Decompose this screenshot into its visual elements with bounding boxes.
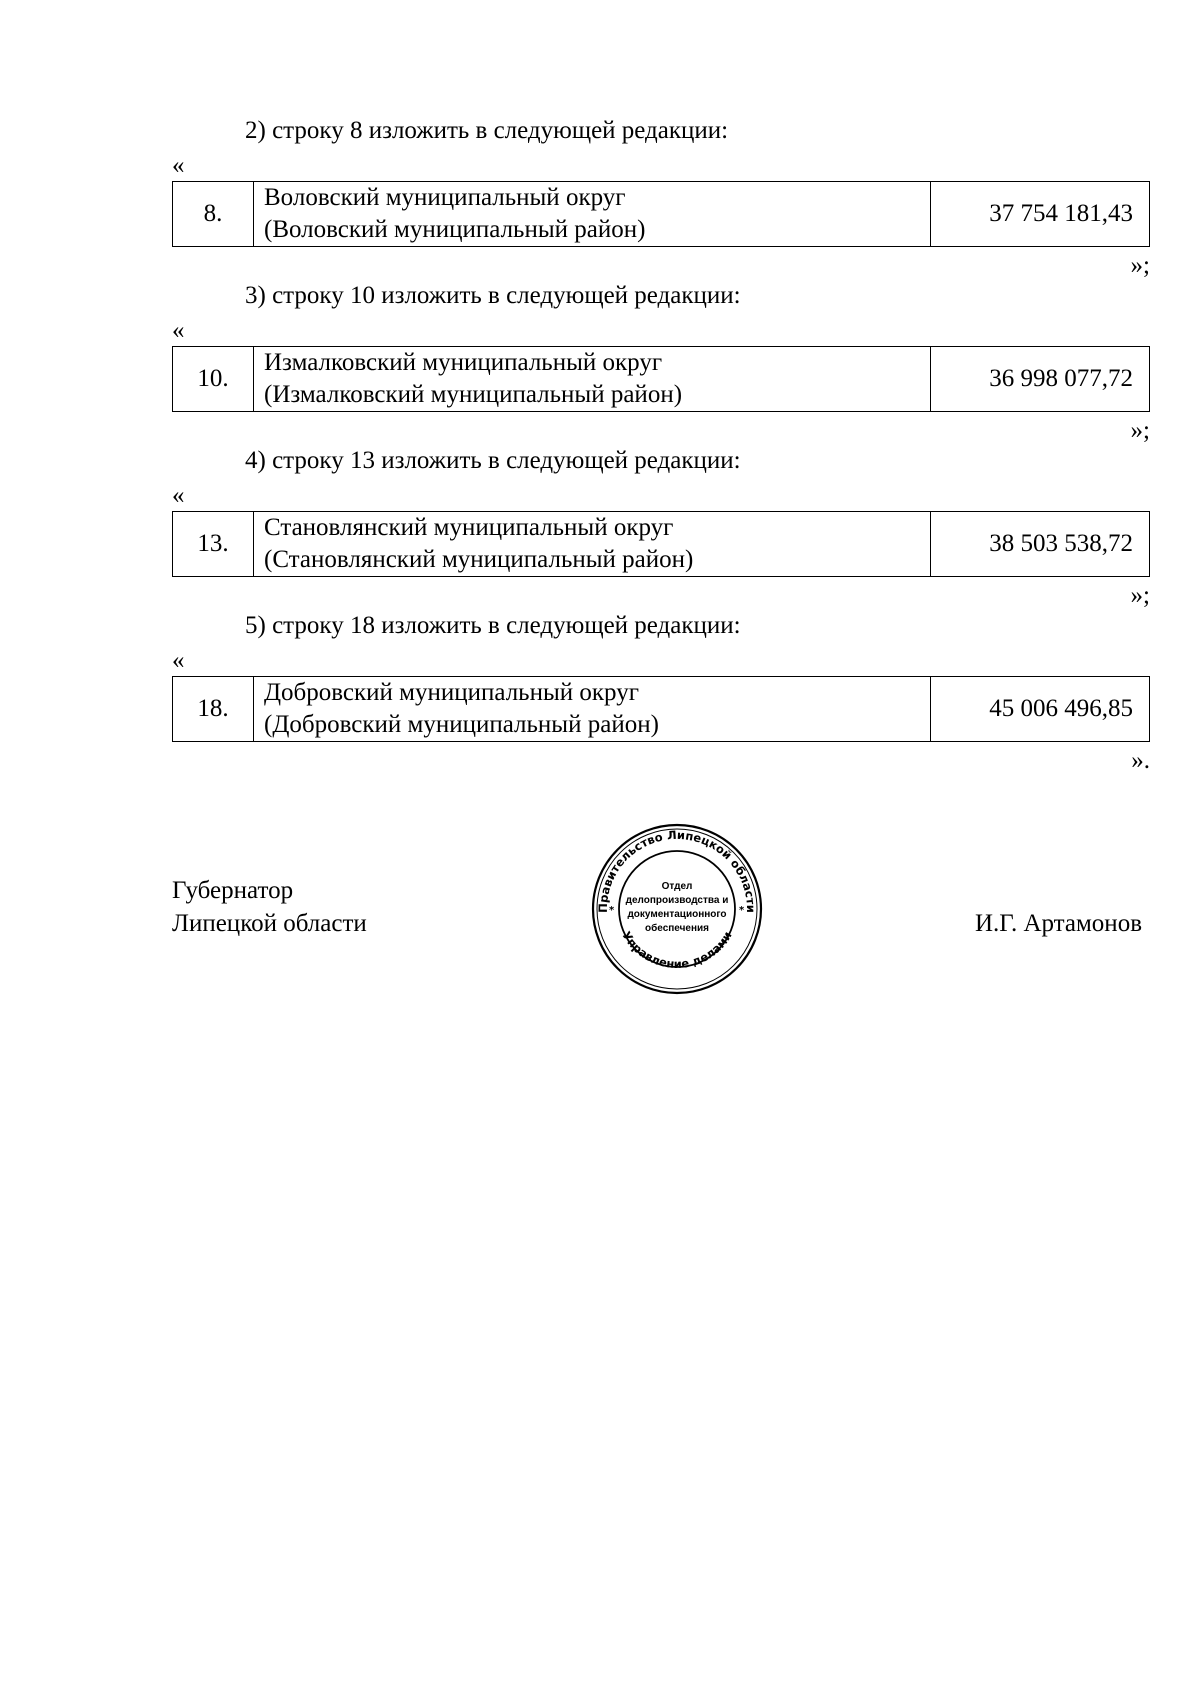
- row-number: 18.: [173, 677, 254, 742]
- municipality-name-line: Становлянский муниципальный округ: [264, 514, 674, 541]
- amendment-instruction: 3) строку 10 изложить в следующей редакции:: [245, 282, 741, 309]
- open-quote: «: [172, 152, 185, 179]
- seal-star-icon: *: [609, 905, 615, 916]
- signatory-title-line: Губернатор: [172, 877, 294, 904]
- signatory-title: [172, 874, 367, 940]
- amendment-instruction: 4) строку 13 изложить в следующей редакции:: [245, 447, 741, 474]
- close-quote: ».: [1131, 747, 1150, 774]
- municipality-name: [254, 347, 931, 412]
- amendment-table: [172, 181, 1150, 247]
- seal-outer-text-top: Правительство Липецкой области: [595, 827, 759, 913]
- table-row: [173, 347, 1150, 412]
- municipality-name-line: Добровский муниципальный округ: [264, 679, 639, 706]
- municipality-name: [254, 677, 931, 742]
- municipality-name: [254, 182, 931, 247]
- close-quote: »;: [1130, 252, 1150, 279]
- close-quote: »;: [1130, 582, 1150, 609]
- open-quote: «: [172, 647, 185, 674]
- municipality-name-line: (Добровский муниципальный район): [264, 711, 659, 738]
- amendment-block: [172, 150, 1150, 279]
- municipality-name: [254, 512, 931, 577]
- seal-inner-line: обеспечения: [644, 923, 710, 934]
- amendment-instruction: 2) строку 8 изложить в следующей редакции:: [245, 117, 729, 144]
- municipality-name-line: Измалковский муниципальный округ: [264, 349, 663, 376]
- signatory-title-line: Липецкой области: [172, 910, 367, 937]
- municipality-name-line: (Становлянский муниципальный район): [264, 546, 694, 573]
- municipality-name-line: Воловский муниципальный округ: [264, 184, 626, 211]
- amount: 36 998 077,72: [931, 347, 1150, 412]
- row-number: 10.: [173, 347, 254, 412]
- close-quote: »;: [1130, 417, 1150, 444]
- table-row: [173, 512, 1150, 577]
- seal-inner-line: Отдел: [661, 881, 693, 892]
- seal-inner-line: документационного: [627, 909, 727, 920]
- amendment-instruction: 5) строку 18 изложить в следующей редакции:: [245, 612, 741, 639]
- row-number: 8.: [173, 182, 254, 247]
- seal-inner-line: делопроизводства и: [625, 895, 729, 906]
- official-seal-stamp: [590, 822, 764, 996]
- amount: 45 006 496,85: [931, 677, 1150, 742]
- amendment-block: [172, 645, 1150, 774]
- amendment-table: [172, 511, 1150, 577]
- open-quote: «: [172, 482, 185, 509]
- municipality-name-line: (Воловский муниципальный район): [264, 216, 646, 243]
- seal-outer-text-bottom: Управление делами: [619, 928, 735, 971]
- amendment-table: [172, 676, 1150, 742]
- table-row: [173, 677, 1150, 742]
- amendment-block: [172, 480, 1150, 609]
- municipality-name-line: (Измалковский муниципальный район): [264, 381, 683, 408]
- signatory-name: И.Г. Артамонов: [975, 910, 1142, 937]
- amount: 38 503 538,72: [931, 512, 1150, 577]
- amendment-block: [172, 315, 1150, 444]
- amendment-table: [172, 346, 1150, 412]
- seal-star-icon: *: [739, 905, 745, 916]
- open-quote: «: [172, 317, 185, 344]
- amount: 37 754 181,43: [931, 182, 1150, 247]
- table-row: [173, 182, 1150, 247]
- row-number: 13.: [173, 512, 254, 577]
